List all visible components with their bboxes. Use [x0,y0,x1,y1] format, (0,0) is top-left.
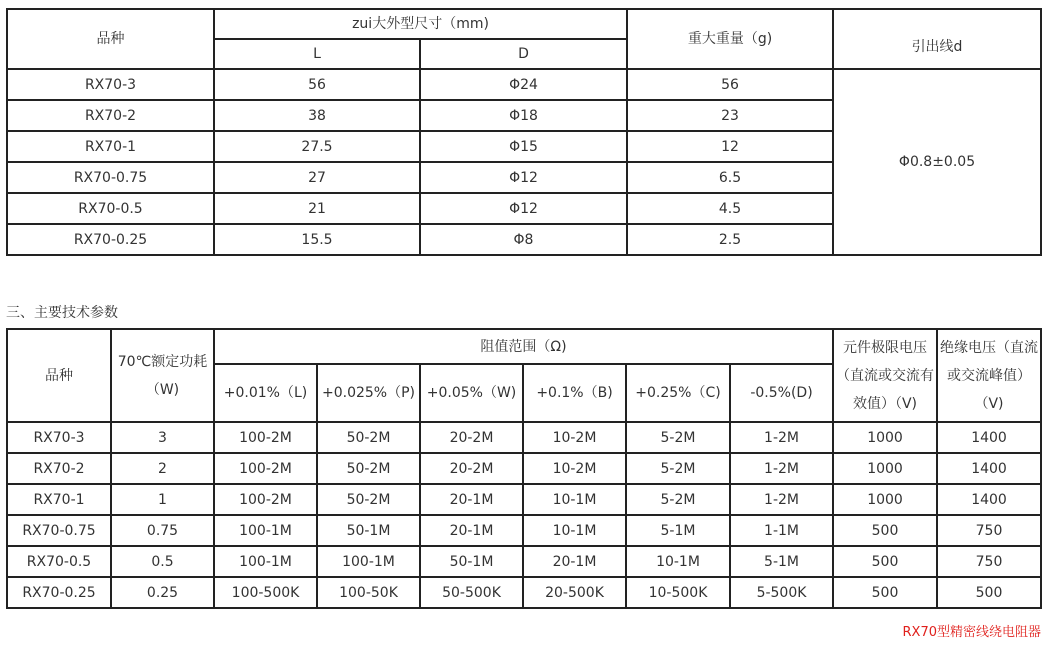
cell-l: 56 [214,69,420,100]
cell-weight: 56 [627,69,833,100]
cell-name: RX70-0.5 [7,193,214,224]
cell-r3: 20-1M [420,515,523,546]
cell-r1: 100-2M [214,484,317,515]
header-tol-w: +0.05%（W) [420,364,523,422]
dimensions-table [6,8,1042,256]
caption-link[interactable]: RX70型精密线绕电阻器 [902,625,1041,640]
cell-r3: 50-500K [420,577,523,608]
cell-r5: 5-2M [626,484,730,515]
table-row [7,577,1041,608]
header-power: 70℃额定功耗（W) [111,329,214,422]
cell-weight: 23 [627,100,833,131]
cell-power: 3 [111,422,214,453]
header-max-size: zui大外型尺寸（mm) [214,9,627,39]
cell-weight: 2.5 [627,224,833,255]
cell-r6: 1-2M [730,453,833,484]
cell-name: RX70-3 [7,422,111,453]
cell-power: 0.25 [111,577,214,608]
header-tol-d: -0.5%(D) [730,364,833,422]
header-tol-p: +0.025%（P) [317,364,420,422]
header-weight: 重大重量（g) [627,9,833,69]
cell-d: Φ15 [420,131,627,162]
cell-name: RX70-0.25 [7,224,214,255]
cell-d: Φ24 [420,69,627,100]
header-tol-l: +0.01%（L) [214,364,317,422]
header-lead: 引出线d [833,9,1041,69]
cell-d: Φ12 [420,162,627,193]
cell-r3: 50-1M [420,546,523,577]
cell-weight: 4.5 [627,193,833,224]
table-row [7,484,1041,515]
cell-r5: 5-1M [626,515,730,546]
cell-r3: 20-2M [420,453,523,484]
cell-name: RX70-3 [7,69,214,100]
cell-limit: 500 [833,577,937,608]
cell-name: RX70-0.25 [7,577,111,608]
cell-insulation: 1400 [937,422,1041,453]
cell-power: 0.5 [111,546,214,577]
cell-r1: 100-1M [214,515,317,546]
cell-name: RX70-0.75 [7,162,214,193]
cell-name: RX70-2 [7,100,214,131]
table-header-row [7,9,1041,39]
cell-r3: 20-1M [420,484,523,515]
cell-r4: 10-2M [523,422,626,453]
cell-r2: 100-50K [317,577,420,608]
cell-r5: 5-2M [626,453,730,484]
cell-r3: 20-2M [420,422,523,453]
section-title: 三、主要技术参数 [6,305,118,321]
header-D: D [420,39,627,69]
header-insulation-voltage: 绝缘电压（直流或交流峰值）（V) [937,329,1041,422]
table-row [7,515,1041,546]
header-limit-voltage: 元件极限电压（直流或交流有效值）（V) [833,329,937,422]
cell-d: Φ18 [420,100,627,131]
header-range: 阻值范围（Ω) [214,329,833,364]
cell-r5: 10-1M [626,546,730,577]
cell-r2: 50-2M [317,453,420,484]
cell-limit: 1000 [833,422,937,453]
cell-power: 1 [111,484,214,515]
cell-l: 15.5 [214,224,420,255]
table-row [7,453,1041,484]
cell-name: RX70-1 [7,131,214,162]
cell-insulation: 1400 [937,453,1041,484]
cell-r4: 10-1M [523,515,626,546]
cell-r4: 10-2M [523,453,626,484]
header-variety: 品种 [7,329,111,422]
cell-insulation: 1400 [937,484,1041,515]
table-row [7,69,1041,100]
cell-d: Φ12 [420,193,627,224]
cell-r2: 100-1M [317,546,420,577]
cell-insulation: 750 [937,515,1041,546]
cell-l: 38 [214,100,420,131]
cell-power: 0.75 [111,515,214,546]
cell-r4: 10-1M [523,484,626,515]
cell-l: 27 [214,162,420,193]
header-tol-c: +0.25%（C) [626,364,730,422]
cell-r1: 100-2M [214,453,317,484]
cell-r6: 5-1M [730,546,833,577]
cell-r5: 10-500K [626,577,730,608]
cell-r2: 50-2M [317,484,420,515]
table-row [7,546,1041,577]
cell-l: 27.5 [214,131,420,162]
table-header-row [7,329,1041,364]
header-tol-b: +0.1%（B) [523,364,626,422]
cell-power: 2 [111,453,214,484]
header-variety: 品种 [7,9,214,69]
cell-r1: 100-2M [214,422,317,453]
cell-insulation: 500 [937,577,1041,608]
cell-l: 21 [214,193,420,224]
cell-d: Φ8 [420,224,627,255]
cell-r2: 50-1M [317,515,420,546]
cell-lead-value: Φ0.8±0.05 [833,69,1041,255]
cell-limit: 1000 [833,453,937,484]
cell-limit: 500 [833,515,937,546]
cell-r1: 100-1M [214,546,317,577]
cell-r2: 50-2M [317,422,420,453]
cell-r5: 5-2M [626,422,730,453]
cell-name: RX70-0.75 [7,515,111,546]
cell-r4: 20-1M [523,546,626,577]
cell-name: RX70-2 [7,453,111,484]
cell-r6: 5-500K [730,577,833,608]
header-L: L [214,39,420,69]
cell-r4: 20-500K [523,577,626,608]
cell-weight: 12 [627,131,833,162]
cell-name: RX70-1 [7,484,111,515]
cell-r6: 1-2M [730,484,833,515]
cell-r1: 100-500K [214,577,317,608]
table-row [7,422,1041,453]
cell-limit: 500 [833,546,937,577]
cell-name: RX70-0.5 [7,546,111,577]
cell-r6: 1-2M [730,422,833,453]
cell-limit: 1000 [833,484,937,515]
cell-insulation: 750 [937,546,1041,577]
cell-r6: 1-1M [730,515,833,546]
cell-weight: 6.5 [627,162,833,193]
parameters-table [6,328,1042,609]
